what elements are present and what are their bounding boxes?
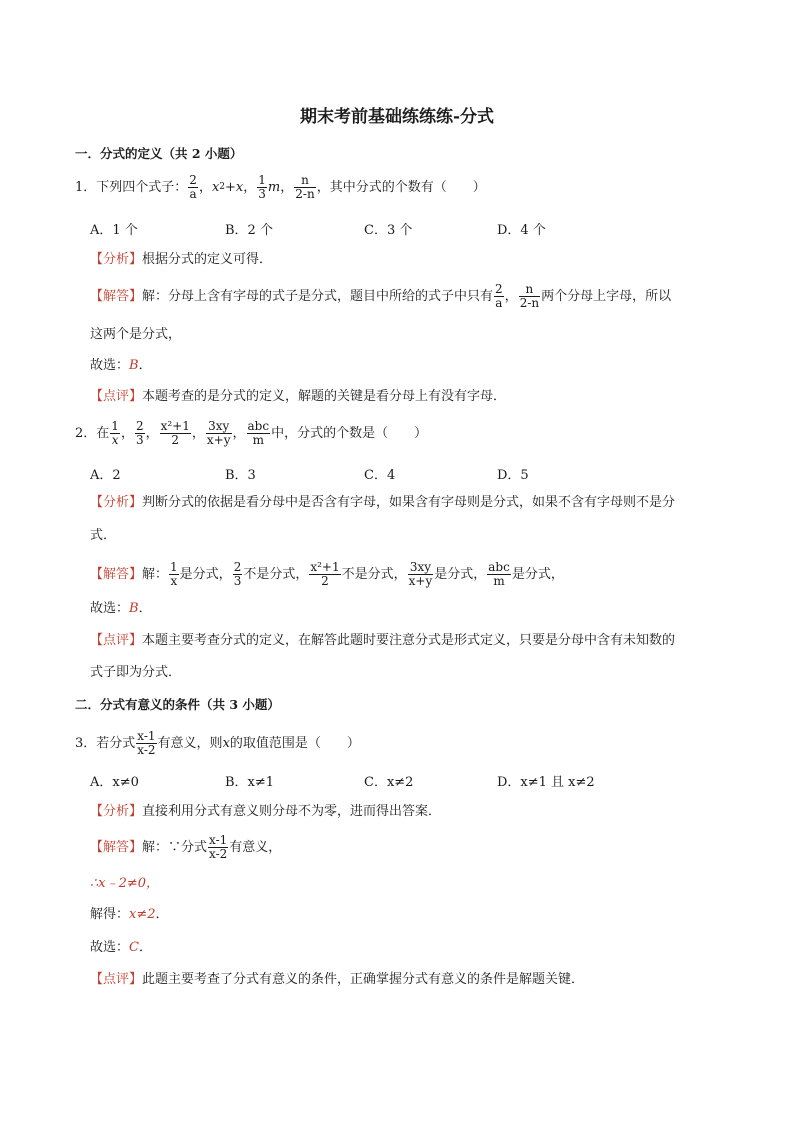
question-number: 1． [75, 179, 97, 195]
section-heading-1: 一．分式的定义（共 2 小题） [75, 146, 243, 161]
option-b: B．2 个 [225, 223, 273, 238]
solution-1: 【解答】 解：分母上含有字母的式子是分式，题目中所给的式子中只有 $\frac{2}{a}$ ， $\frac{n}{2-n}$ 两个分母上字母，所以 [90, 282, 672, 310]
solution-3-step-1: ∴x﹣2≠0， [90, 876, 160, 891]
analysis-2-cont: 式． [90, 528, 117, 543]
answer-3: 故选：C． [90, 940, 152, 955]
comment-2-cont: 式子即为分式． [90, 665, 182, 680]
option-b: B．x≠1 [225, 775, 275, 790]
option-a: A．2 [90, 468, 121, 483]
comment-1: 【点评】本题考查的是分式的定义，解题的关键是看分母上有没有字母． [90, 389, 507, 404]
option-d: D．4 个 [497, 223, 546, 238]
option-c: C．4 [364, 468, 396, 483]
page-title: 期末考前基础练练练-分式 [299, 107, 495, 127]
answer-2: 故选：B． [90, 601, 152, 616]
option-d: D．5 [497, 468, 529, 483]
question-2: 2． 在 $\frac{1}{x}$ ， $\frac{2}{3}$ ， $\frac{\text{x²+1}}{2}$ ， $\frac{3xy}{x+y}$ ， $\frac{\text{abc}}{m}$ 中，分式的个数是（ ） [75, 419, 428, 447]
fraction: $\frac{1}{3}$ [258, 173, 266, 201]
analysis-3: 【分析】直接利用分式有意义则分母不为零，进而得出答案． [90, 804, 442, 819]
analysis-2: 【分析】判断分式的依据是看分母中是否含有字母，如果含有字母则是分式，如果不含有字母则不是分 [90, 495, 676, 510]
option-c: C．x≠2 [364, 775, 414, 790]
option-b: B．3 [225, 468, 256, 483]
analysis-1: 【分析】根据分式的定义可得． [90, 252, 273, 267]
answer-1: 故选：B． [90, 358, 152, 373]
solution-2: 【解答】 解： $\frac{1}{x}$ 是分式， $\frac{2}{3}$ 不是分式， $\frac{\text{x²+1}}{2}$ 不是分式， $\frac{3xy}{x+y}$ 是分式， $\frac{\text{abc}}{m}$ 是分式， [90, 560, 564, 588]
fraction: $\frac{n}{2-n}$ [295, 173, 315, 201]
question-text: 下列四个式子： [96, 179, 188, 195]
question-1: 1． 下列四个式子： $\frac{2}{a}$ ， x 2 +x ， $\frac{1}{3}$ m ， $\frac{n}{2-n}$ ，其中分式的个数有（ ） [75, 173, 486, 201]
comment-3: 【点评】此题主要考查了分式有意义的条件，正确掌握分式有意义的条件是解题关键． [90, 972, 585, 987]
comment-2: 【点评】本题主要考查分式的定义，在解答此题时要注意分式是形式定义，只要是分母中含有未知数的 [90, 633, 676, 648]
question-3: 3． 若分式 $\frac{x-1}{x-2}$ 有意义，则 x 的取值范围是（ ） [75, 729, 360, 757]
solution-3-step-2: 解得：x≠2． [90, 907, 169, 922]
solution-1-cont: 这两个是分式， [90, 327, 182, 342]
option-d: D．x≠1 且 x≠2 [497, 775, 595, 790]
option-a: A．1 个 [90, 223, 138, 238]
solution-3: 【解答】 解：∵分式 $\frac{x-1}{x-2}$ 有意义， [90, 833, 282, 861]
option-c: C．3 个 [364, 223, 413, 238]
option-a: A．x≠0 [90, 775, 139, 790]
section-heading-2: 二．分式有意义的条件（共 3 小题） [75, 697, 280, 712]
fraction: $\frac{2}{a}$ [189, 173, 197, 201]
